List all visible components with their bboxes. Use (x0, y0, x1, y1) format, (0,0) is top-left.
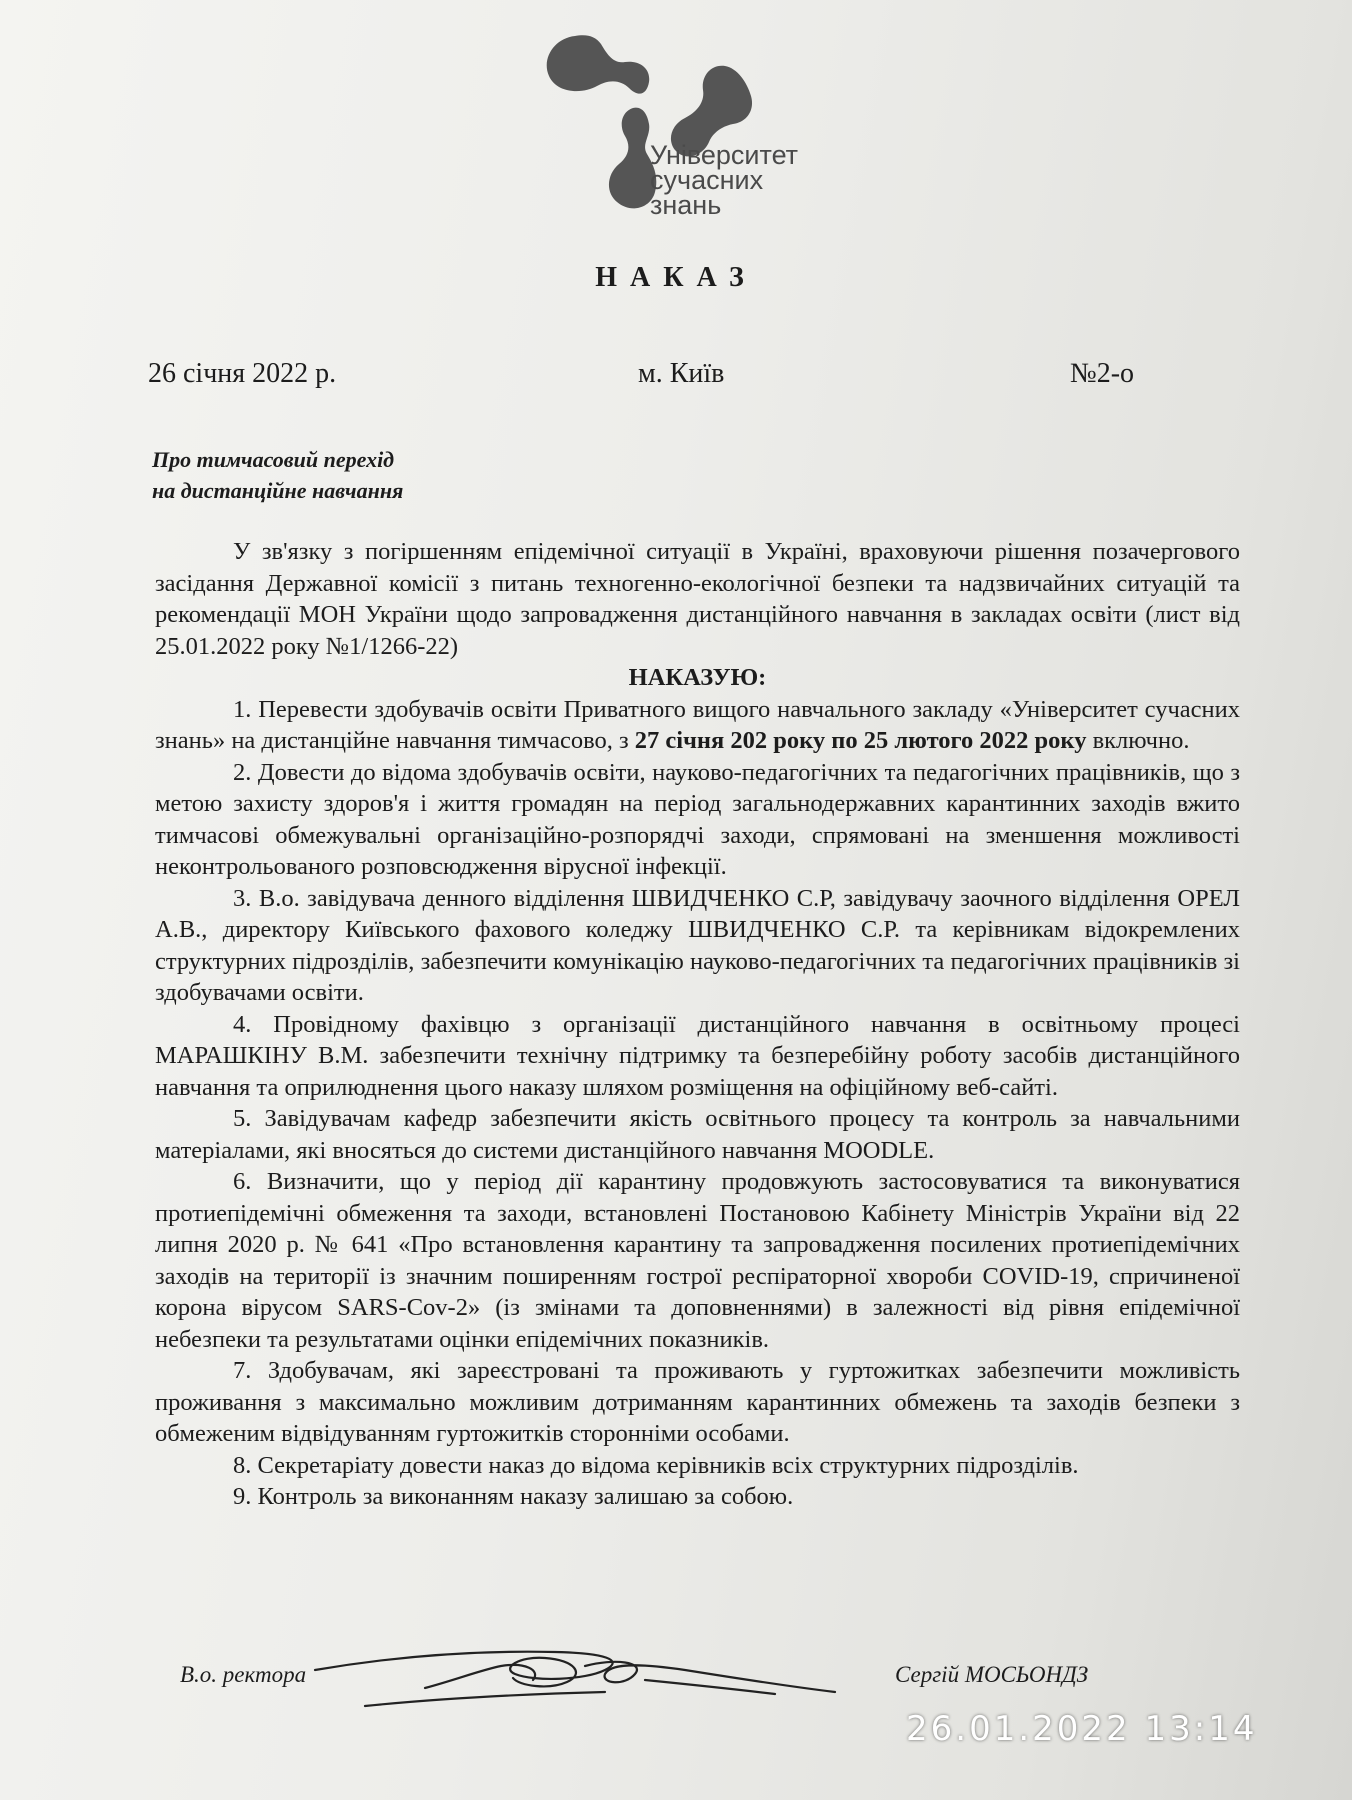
item-1-tail: включно. (1086, 727, 1190, 754)
order-item-9: 9. Контроль за виконанням наказу залишаю за собою. (233, 1483, 794, 1510)
signer-title: В.о. ректора (180, 1662, 307, 1687)
logo-wordmark (650, 140, 799, 220)
document-subject (152, 444, 403, 506)
document-city: м. Київ (638, 358, 725, 389)
order-heading: НАКАЗУЮ: (628, 664, 767, 691)
item-1-dates: 27 січня 202 року по 25 лютого 2022 року (634, 727, 1087, 754)
photo-timestamp: 26.01.2022 13:14 (906, 1709, 1258, 1749)
logo-line-2: сучасних (650, 165, 764, 195)
order-item-4: 4. Провідному фахівцю з організації дистанційного навчання в освітньому процесі МАРАШКІНУ В.М. забезпечити технічну підтримку та безперебійну роботу засобів дистанційного навчання та оприлюднення цього наказу шляхом розміщення на офіційному веб-сайті. (155, 1010, 1240, 1101)
order-item-3: 3. В.о. завідувача денного відділення ШВИДЧЕНКО С.Р, завідувачу заочного відділення ОРЕЛ А.В., директору Київського фахового коледжу ШВИДЧЕНКО С.Р. та керівникам відокремлених структурних підрозділів, забезпечити комунікацію науково-педагогічних та педагогічних працівників зі здобувачами освіти. (155, 884, 1240, 1006)
subject-line-2: на дистанційне навчання (152, 478, 404, 503)
order-item-8: 8. Секретаріату довести наказ до відома керівників всіх структурних підрозділів. (233, 1451, 1079, 1479)
order-item-5: 5. Завідувачам кафедр забезпечити якість освітнього процесу та контроль за навчальними матеріалами, які вносяться до системи дистанційного навчання MOODLE. (155, 1105, 1240, 1164)
document-date: 26 січня 2022 р. (148, 358, 337, 389)
order-item-7: 7. Здобувачам, які зареєстровані та проживають у гуртожитках забезпечити можливість проживання з максимально можливим дотриманням карантинних обмежень та заходів безпеки з обмеженим відвідуванням гуртожитків сторонніми особами. (155, 1357, 1240, 1447)
item-1-text: 1. Перевести здобувачів освіти Приватного вищого навчального закладу «Університет сучасних знань» на дистанційне навчання тимчасово, з (155, 695, 1240, 754)
document-title: НАКАЗ (595, 262, 757, 293)
handwritten-signature (305, 1640, 845, 1712)
logo-line-3: знань (650, 190, 722, 220)
subject-line-1: Про тимчасовий перехід (152, 447, 395, 472)
order-item-2: 2. Довести до відома здобувачів освіти, науково-педагогічних та педагогічних працівників, що з метою захисту здоров'я і життя громадян на період загальнодержавних карантинних заходів вжито тимчасові обмежувальні організаційно-розпорядчі заходи, спрямовані на зменшення можливості неконтрольованого розповсюдження вірусної інфекції. (155, 758, 1240, 880)
document-body (155, 536, 1240, 1513)
order-item-6: 6. Визначити, що у період дії карантину продовжують застосовуватися та виконуватися протиепідемічні обмеження та заходи, встановлені Постановою Кабінету Міністрів України від 22 липня 2020 р. № 641 «Про встановлення карантину та запровадження посилених протиепідемічних заходів на території із значним поширенням гострої респіраторної хвороби COVID-19, спричиненої корона вірусом SARS-Cov-2» (із змінами та доповненнями) в залежності від рівня епідемічної небезпеки та результатами оцінки епідемічних показників. (155, 1168, 1240, 1353)
signer-name: Сергій МОСЬОНДЗ (895, 1662, 1089, 1687)
document-number: №2-о (1070, 358, 1135, 389)
order-item-1 (155, 694, 1240, 757)
logo-line-1: Університет (650, 140, 799, 170)
preamble-paragraph: У зв'язку з погіршенням епідемічної ситуації в Україні, враховуючи рішення позачергового засідання Державної комісії з питань техногенно-екологічної безпеки та надзвичайних ситуацій та рекомендації МОН України щодо запровадження дистанційного навчання в закладах освіти (лист від 25.01.2022 року №1/1266-22) (155, 538, 1240, 660)
